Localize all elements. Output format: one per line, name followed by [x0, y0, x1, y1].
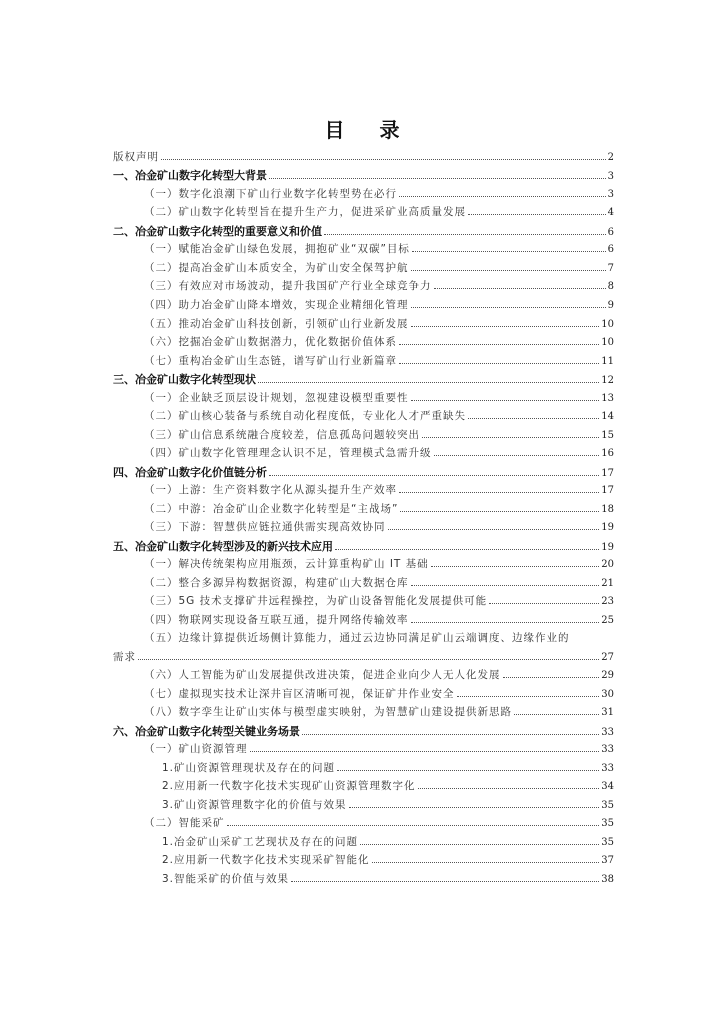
toc-entry-label: （二）矿山数字化转型旨在提升生产力，促进采矿业高质量发展 — [144, 206, 466, 218]
toc-entry[interactable] — [113, 723, 614, 740]
toc-entry-label: （七）虚拟现实技术让深井盲区清晰可视，保证矿井作业安全 — [144, 688, 455, 700]
dot-leader — [514, 714, 599, 715]
toc-page-number: 33 — [601, 727, 614, 738]
toc-entry-label: 1.冶金矿山采矿工艺现状及存在的问题 — [162, 836, 359, 848]
dot-leader — [411, 622, 600, 623]
dot-leader — [258, 382, 599, 383]
toc-page-number: 18 — [601, 504, 614, 515]
toc-entry[interactable] — [113, 149, 614, 166]
dot-leader — [468, 214, 606, 215]
dot-leader — [399, 492, 599, 493]
dot-leader — [400, 511, 599, 512]
toc-entry[interactable] — [144, 704, 614, 721]
toc-page-number: 17 — [601, 485, 614, 496]
toc-entry-label: （一）解决传统架构应用瓶颈，云计算重构矿山 IT 基础 — [144, 558, 429, 570]
toc-entry[interactable] — [144, 408, 614, 425]
dot-leader — [411, 585, 600, 586]
toc-entry-label: （二）矿山核心装备与系统自动化程度低，专业化人才严重缺失 — [144, 410, 466, 422]
toc-page-number: 27 — [601, 652, 614, 663]
toc-entry-label: 六、冶金矿山数字化转型关键业务场景 — [113, 725, 300, 738]
dot-leader — [302, 734, 599, 735]
toc-entry[interactable] — [162, 852, 614, 869]
dot-leader — [411, 400, 600, 401]
toc-page-number: 7 — [607, 263, 614, 274]
dot-leader — [418, 788, 600, 789]
toc-page-number: 23 — [601, 596, 614, 607]
dot-leader — [468, 418, 599, 419]
toc-entry[interactable] — [162, 778, 614, 795]
toc-entry-label: （三）下游：智慧供应链拉通供需实现高效协同 — [144, 521, 386, 533]
toc-entry[interactable] — [144, 353, 614, 370]
toc-entry[interactable] — [144, 686, 614, 703]
toc-page-number: 19 — [601, 522, 614, 533]
toc-entry[interactable] — [144, 741, 614, 758]
toc-entry-label: （二）整合多源异构数据资源，构建矿山大数据仓库 — [144, 577, 409, 589]
dot-leader — [138, 659, 599, 660]
dot-leader — [250, 751, 600, 752]
toc-entry-label: （四）矿山数字化管理理念认识不足，管理模式急需升级 — [144, 447, 432, 459]
toc-page-number: 15 — [601, 430, 614, 441]
toc-entry-label: （一）数字化浪潮下矿山行业数字化转型势在必行 — [144, 188, 397, 200]
dot-leader — [161, 159, 606, 160]
toc-page-number: 10 — [601, 337, 614, 348]
dot-leader — [399, 363, 599, 364]
toc-page-number: 33 — [601, 744, 614, 755]
toc-entry-first-line[interactable]: （五）边缘计算提供近场侧计算能力，通过云边协同满足矿山云端调度、边缘作业的 — [144, 632, 570, 644]
toc-entry[interactable] — [144, 667, 614, 684]
dot-leader — [291, 881, 599, 882]
dot-leader — [337, 770, 599, 771]
dot-leader — [422, 437, 599, 438]
toc-page-number: 12 — [601, 375, 614, 386]
toc-entry[interactable] — [144, 575, 614, 592]
toc-page-number: 8 — [607, 281, 614, 292]
toc-page-number: 33 — [601, 763, 614, 774]
toc-entry-label: （三）5G 技术支撑矿井远程操控，为矿山设备智能化发展提供可能 — [144, 595, 488, 607]
dot-leader — [388, 529, 600, 530]
toc-entry-label: （三）有效应对市场波动，提升我国矿产行业全球竞争力 — [144, 280, 432, 292]
toc-entry[interactable] — [113, 538, 614, 555]
toc-entry-label: （八）数字孪生让矿山实体与模型虚实映射，为智慧矿山建设提供新思路 — [144, 706, 512, 718]
toc-page-number: 14 — [601, 411, 614, 422]
dot-leader — [324, 234, 606, 235]
toc-entry-label: 一、冶金矿山数字化转型大背景 — [113, 169, 267, 182]
toc-entry-label: 2.应用新一代数字化技术实现矿山资源管理数字化 — [162, 780, 416, 792]
toc-entry[interactable] — [144, 186, 614, 203]
toc-entry-label: （一）上游：生产资料数字化从源头提升生产效率 — [144, 484, 397, 496]
toc-page-number: 20 — [601, 559, 614, 570]
toc-entry-label: 3.智能采矿的价值与效果 — [162, 873, 290, 885]
toc-page-number: 4 — [607, 207, 614, 218]
toc-entry[interactable] — [144, 445, 614, 462]
toc-page-number: 35 — [601, 800, 614, 811]
dot-leader — [434, 288, 606, 289]
toc-entry[interactable] — [144, 316, 614, 333]
toc-entry[interactable] — [144, 390, 614, 407]
toc-page-number: 35 — [601, 818, 614, 829]
toc-entry-label: （四）助力冶金矿山降本增效，实现企业精细化管理 — [144, 299, 409, 311]
toc-entry-label: （一）企业缺乏顶层设计规划，忽视建设模型重要性 — [144, 392, 409, 404]
toc-page-number: 3 — [607, 189, 614, 200]
toc-page-number: 6 — [607, 244, 614, 255]
dot-leader — [411, 326, 600, 327]
toc-entry[interactable] — [113, 464, 614, 481]
toc-page-number: 31 — [601, 707, 614, 718]
toc-entry[interactable] — [162, 834, 614, 851]
toc-entry[interactable] — [113, 223, 614, 240]
toc-entry[interactable] — [144, 260, 614, 277]
dot-leader — [503, 677, 600, 678]
toc-entry-label: 五、冶金矿山数字化转型涉及的新兴技术应用 — [113, 540, 333, 553]
toc-entry-label: （一）赋能冶金矿山绿色发展，拥抱矿业“双碳”目标 — [144, 243, 410, 255]
toc-page-number: 11 — [601, 356, 614, 367]
toc-page-number: 13 — [601, 393, 614, 404]
toc-entry[interactable] — [144, 519, 614, 536]
dot-leader — [269, 178, 606, 179]
toc-entry[interactable] — [144, 593, 614, 610]
toc-entry-label: （五）推动冶金矿山科技创新，引领矿山行业新发展 — [144, 318, 409, 330]
toc-page-number: 37 — [601, 855, 614, 866]
toc-page-number: 17 — [601, 468, 614, 479]
toc-entry-label: （六）挖掘冶金矿山数据潜力，优化数据价值体系 — [144, 336, 397, 348]
toc-page-number: 35 — [601, 837, 614, 848]
toc-entry-label: 三、冶金矿山数字化转型现状 — [113, 373, 256, 386]
toc-page-number: 30 — [601, 689, 614, 700]
toc-entry[interactable] — [144, 427, 614, 444]
dot-leader — [360, 844, 599, 845]
toc-entry[interactable] — [162, 760, 614, 777]
toc-entry-continuation[interactable] — [113, 649, 614, 666]
toc-page-number: 2 — [607, 152, 614, 163]
toc-entry-label: 二、冶金矿山数字化转型的重要意义和价值 — [113, 225, 322, 238]
toc-entry[interactable] — [144, 556, 614, 573]
toc-entry[interactable] — [144, 297, 614, 314]
toc-entry[interactable] — [144, 501, 614, 518]
toc-entry[interactable] — [144, 204, 614, 221]
toc-title: 目 录 — [324, 118, 414, 142]
toc-entry-label: 需求 — [113, 651, 136, 663]
toc-entry-label: （二）提高冶金矿山本质安全，为矿山安全保驾护航 — [144, 262, 409, 274]
dot-leader — [349, 807, 600, 808]
toc-page-number: 29 — [601, 670, 614, 681]
toc-entry-label: （六）人工智能为矿山发展提供改进决策，促进企业向少人无人化发展 — [144, 669, 501, 681]
dot-leader — [227, 825, 600, 826]
toc-entry[interactable] — [144, 278, 614, 295]
toc-entry-label: 四、冶金矿山数字化价值链分析 — [113, 466, 267, 479]
toc-entry-label: 3.矿山资源管理数字化的价值与效果 — [162, 799, 347, 811]
toc-entry[interactable] — [113, 371, 614, 388]
toc-entry[interactable] — [162, 871, 614, 888]
toc-page-number: 16 — [601, 448, 614, 459]
toc-entry-label: 版权声明 — [113, 151, 159, 163]
toc-entry[interactable] — [144, 241, 614, 258]
dot-leader — [269, 475, 599, 476]
toc-page-number: 38 — [601, 874, 614, 885]
toc-entry[interactable] — [162, 797, 614, 814]
toc-entry[interactable] — [144, 815, 614, 832]
dot-leader — [335, 549, 599, 550]
toc-page-number: 21 — [601, 578, 614, 589]
dot-leader — [399, 196, 606, 197]
dot-leader — [372, 862, 600, 863]
toc-entry[interactable] — [144, 482, 614, 499]
toc-entry[interactable] — [144, 612, 614, 629]
toc-page-number: 3 — [607, 171, 614, 182]
toc-entry-label: 2.应用新一代数字化技术实现采矿智能化 — [162, 854, 370, 866]
toc-page-number: 10 — [601, 319, 614, 330]
dot-leader — [412, 251, 606, 252]
toc-entry[interactable] — [144, 334, 614, 351]
toc-page-number: 34 — [601, 781, 614, 792]
toc-page-number: 19 — [601, 542, 614, 553]
dot-leader — [457, 696, 600, 697]
toc-entry-label: （二）中游：冶金矿山企业数字化转型是“主战场” — [144, 503, 399, 515]
dot-leader — [399, 344, 599, 345]
toc-entry-label: （一）矿山资源管理 — [144, 743, 248, 755]
dot-leader — [434, 455, 600, 456]
dot-leader — [411, 307, 606, 308]
toc-entry-label: （四）物联网实现设备互联互通，提升网络传输效率 — [144, 614, 409, 626]
dot-leader — [411, 270, 606, 271]
toc-entry-label: 1.矿山资源管理现状及存在的问题 — [162, 762, 336, 774]
toc-entry-label: （七）重构冶金矿山生态链，谱写矿山行业新篇章 — [144, 355, 397, 367]
toc-entry-label: （二）智能采矿 — [144, 817, 225, 829]
toc-page-number: 6 — [607, 227, 614, 238]
dot-leader — [489, 603, 599, 604]
toc-entry[interactable] — [113, 167, 614, 184]
dot-leader — [431, 566, 600, 567]
toc-page-number: 25 — [601, 615, 614, 626]
toc-page-number: 9 — [607, 300, 614, 311]
toc-entry-label: （三）矿山信息系统融合度较差，信息孤岛问题较突出 — [144, 429, 420, 441]
